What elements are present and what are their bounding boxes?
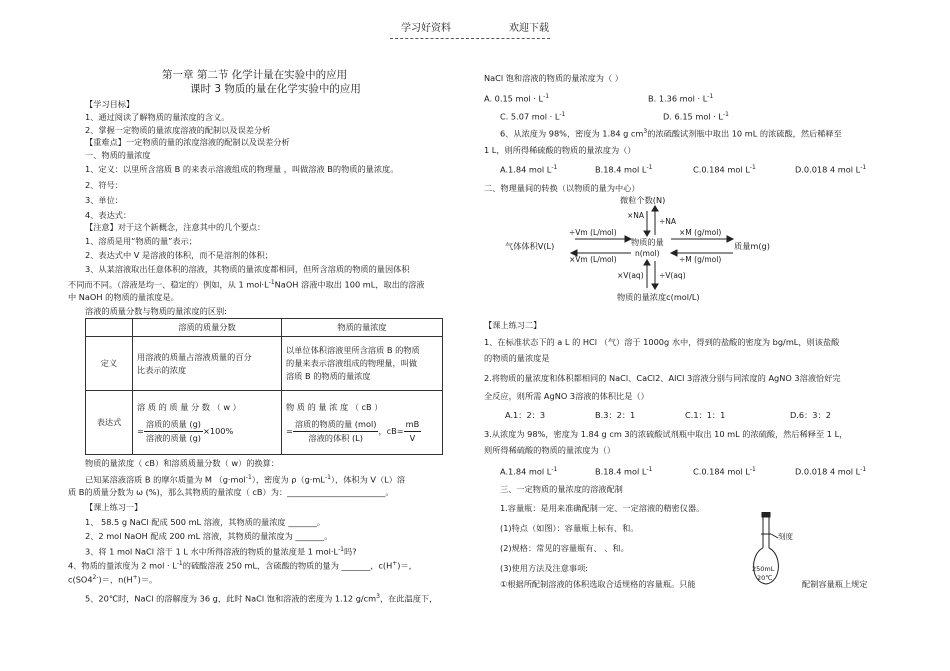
practice-2-q3: 3.从浓度为 98%，密度为 1.84 g cm 3的浓硫酸试剂瓶中取出 10 mL 的浓硫酸，然后稀释至 1 L， bbox=[484, 429, 848, 439]
flask-sizes: (2)规格：常见的容量瓶有、 、和。 bbox=[500, 543, 629, 553]
chapter-title: 第一章 第二节 化学计量在实验中的应用 bbox=[162, 69, 348, 81]
q2-option-d: D.6：3：2 bbox=[790, 410, 831, 420]
q6-option-d: D.0.018 4 mol $L^{-1}$ bbox=[795, 164, 867, 175]
diagram-div-vm: ÷Vm (L/mol) bbox=[569, 228, 617, 237]
flask-temp-label: 20℃ bbox=[757, 574, 773, 582]
unit-line: 3、单位： bbox=[85, 195, 123, 205]
section-1-title: 一、物质的量浓度 bbox=[85, 150, 151, 160]
table-row-definition: 定义 bbox=[86, 337, 133, 391]
definition-line: 1、定义：以里所含溶质 B 的来表示溶液组成的物理量 ，叫做溶液 B的物质的量浓度。 bbox=[85, 164, 399, 174]
conversion-title: 物质的量浓度（ cB）和溶质质量分数（ w）的换算： bbox=[85, 458, 279, 468]
goal-1: 1、通过阅读了解物质的量浓度的含义。 bbox=[85, 112, 230, 122]
mass-fraction-definition: 用溶液的质量占溶液质量的百分 比表示的浓度 bbox=[133, 337, 282, 391]
q5-option-c: C. 5.07 mol · $L^{-1}$ bbox=[500, 111, 566, 122]
practice-2-q2-cont: 全反应，则所需 AgNO 3溶液的体积比是（） bbox=[484, 391, 649, 401]
q3-option-c: C.0.184 mol $L^{-1}$ bbox=[693, 466, 756, 477]
practice-1-q4: 4、物质的量浓度为 2 mol · $L^{-1}$的硫酸溶液 250 mL，含硫酸的物质的量为 _______，c(H+)＝， bbox=[68, 560, 417, 571]
flask-mark-label: 刻度 bbox=[778, 532, 793, 541]
q6-option-c: C.0.184 mol $L^{-1}$ bbox=[693, 164, 756, 175]
practice-2-q3-cont: 则所得稀硫酸的物质的量浓度为（） bbox=[484, 445, 616, 455]
note-title: 【注意】对于这个新概念，注意其中的几个要点： bbox=[85, 222, 266, 232]
practice-1-q4-cont: $c(SO4^{2-})=$，n(H+)＝。 bbox=[68, 574, 158, 585]
table-caption: 溶液的质量分数与物质的量浓度的区别: bbox=[85, 306, 227, 316]
comparison-table bbox=[85, 318, 443, 455]
q3-option-a: A.1.84 mol $L^{-1}$ bbox=[500, 466, 558, 477]
header-divider bbox=[390, 38, 550, 39]
practice-2-q1-cont: 的物质的量浓度是 bbox=[484, 353, 550, 363]
header-right: 欢迎下载 bbox=[509, 23, 549, 34]
diagram-amount: 物质的量 bbox=[631, 237, 664, 247]
q5-cont: NaCl 饱和溶液的物质的量浓度为（ ） bbox=[484, 73, 623, 83]
note-3c: 中 NaOH 的物质的量浓度是。 bbox=[68, 292, 179, 302]
q2-option-a: A.1：2：3 bbox=[505, 410, 546, 420]
q5-option-a: A. 0.15 mol · $L^{-1}$ bbox=[484, 93, 550, 104]
section-3-title: 三、一定物质的量浓度的溶液配制 bbox=[500, 484, 623, 494]
table-header-molarity: 物质的量浓度 bbox=[282, 319, 443, 337]
diagram-gas-volume: 气体体积V(L) bbox=[505, 241, 555, 251]
q3-option-b: B.18.4 mol $L^{-1}$ bbox=[595, 466, 653, 477]
q6-text: 6、从浓度为 98%，密度为 1.84 g $cm^3$的浓硫酸试剂瓶中取出 10 mL 的浓硫酸，然后稀释至 bbox=[500, 128, 842, 139]
practice-1-q1: 1、 58.5 g NaCl 配成 500 mL 溶液，其物质的量浓度 _______。 bbox=[85, 517, 326, 527]
molarity-definition: 以单位体积溶液里所含溶质 B 的物质 的量来表示溶液组成的物理量，叫做 溶质 B 的物质的量浓度 bbox=[282, 337, 443, 391]
symbol-line: 2、符号： bbox=[85, 180, 123, 190]
goal-2: 2、掌握一定物质的量浓度溶液的配制以及误差分析 bbox=[85, 125, 271, 135]
diagram-div-vaq: ÷V(aq) bbox=[659, 271, 686, 280]
expression-line: 4、表达式： bbox=[85, 210, 132, 220]
q5-option-b: B. 1.36 mol · $L^{-1}$ bbox=[648, 93, 714, 104]
diagram-times-vm: ×Vm (L/mol) bbox=[569, 255, 617, 264]
diagram-div-na: ÷NA bbox=[659, 217, 677, 226]
flask-usage-1-cont: 配制容量瓶上规定 bbox=[802, 579, 868, 589]
q5-option-d: D. 6.15 mol · $L^{-1}$ bbox=[663, 111, 729, 122]
flask-volume-label: 250mL bbox=[752, 565, 775, 573]
diagram-times-vaq: ×V(aq) bbox=[617, 271, 644, 280]
diagram-amount-unit: n(mol) bbox=[635, 249, 660, 258]
conversion-diagram bbox=[505, 195, 770, 310]
q2-option-b: B.3：2：1 bbox=[595, 410, 636, 420]
flask-features: (1)特点（如图）：容量瓶上标有、和。 bbox=[500, 523, 639, 533]
q2-option-c: C.1：1：1 bbox=[685, 410, 726, 420]
diagram-mass: 质量m(g) bbox=[734, 241, 770, 251]
practice-1-q5: 5、20℃时，NaCl 的溶解度为 36 g，此时 NaCl 饱和溶液的密度为 1.12 $g/cm^3$，在此温度下， bbox=[85, 593, 438, 604]
goals-title: 【学习目标】 bbox=[85, 99, 135, 109]
diagram-concentration: 物质的量浓度c(mol/L) bbox=[617, 292, 700, 302]
practice-1-q2: 2、2 mol NaOH 配成 200 mL 溶液，其物质的量浓度为 _______。 bbox=[85, 531, 333, 541]
diagram-particle-count: 微粒个数(N) bbox=[620, 195, 666, 205]
diagram-times-m: ×M (g/mol) bbox=[679, 228, 722, 237]
lesson-title: 课时 3 物质的量在化学实验中的应用 bbox=[190, 83, 361, 95]
table-corner bbox=[86, 319, 133, 337]
conversion-ask: 质 B的质量分数为 ω (%)，那么其物质的量浓度（ cB）为：________________________。 bbox=[68, 487, 394, 497]
note-3b: 不同而不同。（溶液是均一、稳定的）例如，从 1 $mol\cdot L^{-1}NaOH$ 溶液中取出 100 mL，取出的溶液 bbox=[68, 279, 425, 290]
note-2: 2、表达式中 V 是溶液的体积，而不是溶剂的体积； bbox=[85, 250, 273, 260]
note-1: 1、溶质是用“物质的量”表示； bbox=[85, 236, 197, 246]
q6-text-cont: 1 L，则所得稀硫酸的物质的量浓度为（） bbox=[484, 145, 636, 155]
table-header-mass-fraction: 溶质的质量分数 bbox=[133, 319, 282, 337]
flask-usage-title: (3)使用方法及注意事项: bbox=[500, 563, 589, 573]
molarity-expression: 物 质 的 量 浓 度 （ cB ） = $\frac{\text{溶质的物质的量 (mol)}}{\text{溶液的体积 (L)}}$ ，cB= $\frac{mB}{V}$ bbox=[282, 391, 443, 455]
q3-option-d: D.0.018 4 mol $L^{-1}$ bbox=[795, 466, 867, 477]
diagram-div-m: ÷M (g/mol) bbox=[679, 255, 722, 264]
table-row-expression: 表达式 bbox=[86, 391, 133, 455]
practice-1-q3: 3、将 1 mol NaCl 溶于 1 L 水中所得溶液的物质的量浓度是 1 $mol\cdot L^{-1}$吗? bbox=[85, 546, 357, 557]
key-point: 【重难点】一定物质的量的浓度溶液的配制以及误差分析 bbox=[85, 137, 290, 147]
mass-fraction-expression: 溶 质 的 质 量 分 数 （ w ） = $\frac{\text{溶质的质量 (g)}}{\text{溶液的质量 (g)}}$ ×100% bbox=[133, 391, 282, 455]
q6-option-b: B.18.4 mol $L^{-1}$ bbox=[595, 164, 653, 175]
diagram-times-na: ×NA bbox=[627, 211, 645, 220]
practice-2-title: 【课上练习二】 bbox=[484, 320, 542, 330]
note-3a: 3、从某溶液取出任意体积的溶液，其物质的量浓度都相同，但所含溶质的物质的量因体积 bbox=[85, 264, 410, 274]
section-2-title: 二、物理量间的转换（以物质的量为中心） bbox=[484, 183, 640, 193]
conversion-given: 已知某溶液溶质 B 的摩尔质量为 M （g·mol$^{-1}$），密度为 $\rho(g\cdot mL^{-1})$，体积为 V（L）溶 bbox=[85, 474, 406, 485]
practice-2-q2: 2.将物质的量浓度和体积都相同的 NaCl、CaCl2、AlCl 3溶液分别与同浓度的 AgNO 3溶液恰好完 bbox=[484, 373, 841, 383]
header-left: 学习好资料 bbox=[401, 23, 451, 34]
practice-1-title: 【课上练习一】 bbox=[85, 502, 143, 512]
practice-2-q1: 1、在标准状态下的 a L 的 HCl （气）溶于 1000g 水中，得到的盐酸的密度为 bg/mL，则该盐酸 bbox=[484, 337, 840, 347]
flask-definition: 1.容量瓶：是用来准确配制一定、一定溶液的精密仪器。 bbox=[500, 503, 705, 513]
flask-usage-1: ①根据所配制溶液的体积选取合适规格的容量瓶。只能 bbox=[500, 579, 696, 589]
q6-option-a: A.1.84 mol $L^{-1}$ bbox=[500, 164, 558, 175]
volumetric-flask-figure bbox=[748, 512, 808, 587]
